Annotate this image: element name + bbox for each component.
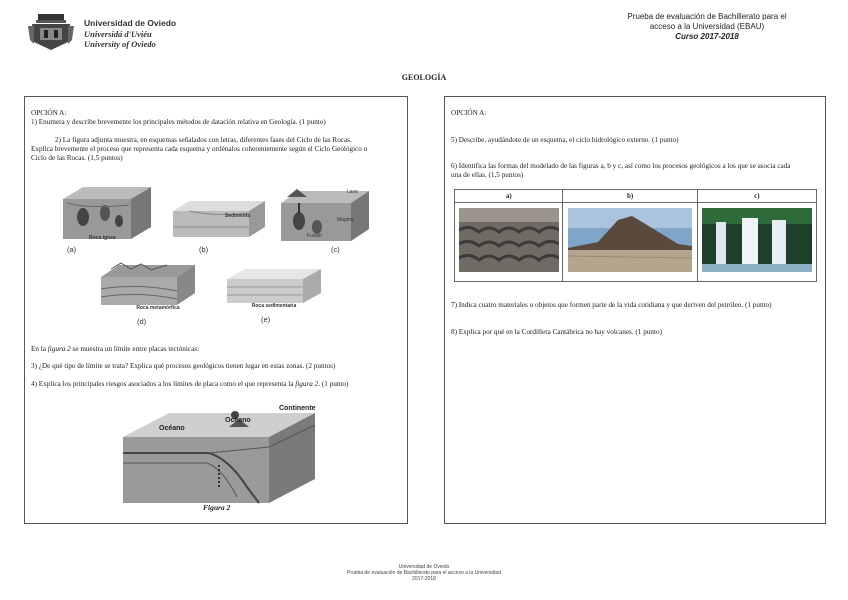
panel-b-caption: (b) — [199, 245, 209, 254]
question-3: 3) ¿De qué tipo de límite se trata? Explica qué procesos geológicos tienen lugar en estas zonas. (2 puntos) — [31, 362, 336, 370]
panel-d-caption: (d) — [137, 317, 147, 326]
question-6-line1: 6) Identifica las formas del modelado de las figuras a, b y c, así como los procesos geológicos a los que se asocia cada — [451, 162, 791, 170]
page-footer — [0, 564, 848, 582]
exam-title-line1: Prueba de evaluación de Bachillerato para el — [627, 12, 787, 21]
question-7: 7) Indica cuatro materiales u objetos que formen parte de la vida cotidiana y que deriven del petróleo. (1 punto) — [451, 301, 772, 309]
landform-image-a — [459, 208, 559, 272]
panel-d-diagram — [97, 261, 201, 309]
question-1: 1) Enumera y describe brevemente los principales métodos de datación relativa en Geología. (1 punto) — [31, 118, 326, 126]
figure-2-intro-em: figura 2 — [47, 345, 71, 353]
footer-line3: 2017-2018 — [412, 576, 436, 582]
rock-cycle-panel-c — [277, 187, 373, 257]
figure-2-intro-pre: En la — [31, 345, 48, 353]
option-heading-right: OPCIÓN A: — [451, 109, 487, 117]
figure-2-label-ocean-right: Océano — [225, 417, 251, 424]
panel-c-diagram — [277, 187, 373, 245]
table-header-a: a) — [455, 190, 563, 203]
question-4-em: figura 2 — [295, 380, 319, 388]
university-name-block — [84, 18, 176, 50]
exam-info — [612, 12, 802, 42]
rock-cycle-panel-a — [59, 183, 155, 255]
figure-2-diagram — [119, 407, 319, 507]
university-name-es: Universidad de Oviedo — [84, 18, 177, 28]
panel-c-label-lava: Lava — [347, 189, 358, 195]
question-4-post: . (1 punto) — [318, 380, 349, 388]
table-image-row — [455, 203, 817, 282]
panel-e-diagram — [223, 265, 327, 307]
panel-a-diagram — [59, 183, 155, 243]
panel-b-diagram — [169, 197, 269, 241]
question-6-line2: una de ellas. (1,5 puntos) — [451, 171, 524, 179]
question-2-line1: 2) La figura adjunta muestra, en esquemas señalados con letras, diferentes fases del Ciclo de las Rocas. — [55, 136, 352, 144]
option-heading-left: OPCIÓN A: — [31, 109, 67, 117]
panel-c-caption: (c) — [331, 245, 340, 254]
panel-a-caption: (a) — [67, 245, 77, 254]
exam-title-line2: acceso a la Universidad (EBAU) — [649, 22, 765, 31]
landform-image-a-cell — [455, 203, 563, 282]
question-2-line2: Explica brevemente el proceso que representa cada esquema y ordénalos coherentemente según el Ciclo Geológico o — [31, 145, 368, 153]
question-8: 8) Explica por qué en la Cordillera Cantábrica no hay volcanes. (1 punto) — [451, 328, 662, 336]
question-5: 5) Describe, ayudándote de un esquema, el ciclo hidrológico externo. (1 punto) — [451, 136, 679, 144]
question-4-pre: 4) Explica los principales riesgos asociados a los límites de placa como el que representa la — [31, 380, 296, 388]
university-name-ast: Universidá d'Uviéu — [84, 28, 152, 39]
option-a-right-box — [444, 96, 826, 524]
table-header-c: c) — [697, 190, 816, 203]
rock-cycle-panel-d — [97, 261, 201, 329]
subject-title: GEOLOGÍA — [401, 73, 447, 82]
table-header-row — [455, 190, 817, 203]
university-name-en: University of Oviedo — [84, 39, 156, 49]
figure-2-intro — [31, 345, 403, 354]
panel-b-label: Sedimento — [225, 213, 251, 219]
figure-2 — [119, 407, 319, 513]
rock-cycle-panel-e — [223, 265, 327, 329]
panel-e-caption: (e) — [261, 315, 271, 324]
footer-line2: Prueba de evaluación de Bachillerato para el acceso a la Universidad — [347, 570, 501, 576]
panel-a-label: Roca ígnea — [89, 235, 116, 241]
panel-e-label: Roca sedimentaria — [251, 303, 297, 309]
figure-2-intro-post: se muestra un límite entre placas tectónicas: — [70, 345, 200, 353]
landform-image-c-cell — [697, 203, 816, 282]
landform-image-b-cell — [563, 203, 697, 282]
figure-2-caption: Figura 2 — [203, 503, 231, 512]
university-logo — [26, 12, 76, 52]
table-header-b: b) — [563, 190, 697, 203]
landform-image-b — [568, 208, 692, 272]
question-2-line3: Ciclo de las Rocas. (1,5 puntos) — [31, 154, 123, 162]
panel-c-label-fusion: Fusión — [307, 233, 323, 239]
question-4 — [31, 380, 403, 389]
landform-figure-table — [454, 189, 817, 282]
panel-d-label: Roca metamórfica — [136, 305, 180, 311]
footer-line1: Universidad de Oviedo — [398, 564, 450, 570]
course-year: Curso 2017-2018 — [675, 32, 739, 41]
landform-image-c — [702, 208, 812, 272]
figure-2-label-ocean-left: Océano — [159, 425, 185, 432]
rock-cycle-panel-b — [169, 197, 269, 257]
figure-2-label-continent: Continente — [279, 405, 316, 412]
panel-c-label-magma: Magma — [337, 217, 354, 223]
option-a-left-box — [24, 96, 408, 524]
